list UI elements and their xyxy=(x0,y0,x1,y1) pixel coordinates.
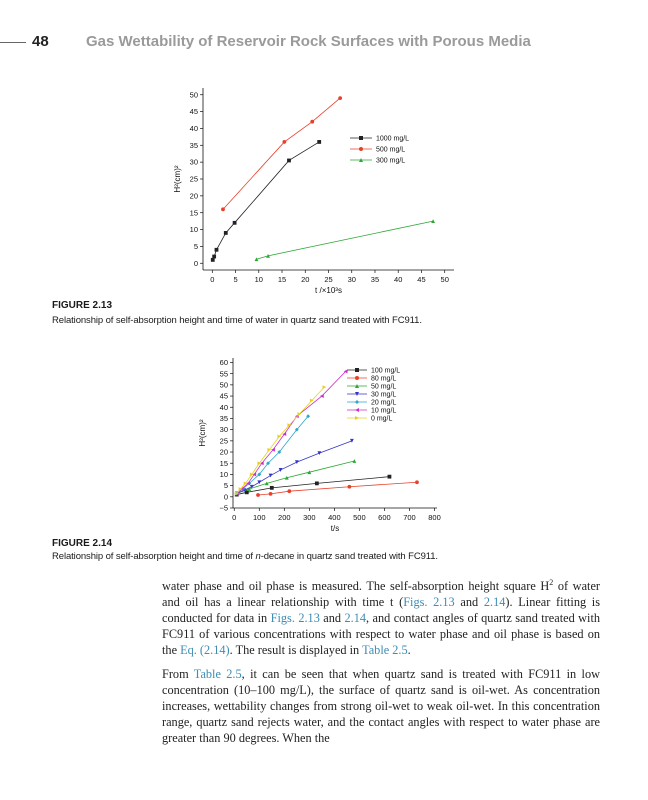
y-tick-label: 0 xyxy=(193,258,198,268)
data-point xyxy=(317,451,321,455)
x-tick-label: 300 xyxy=(303,513,316,522)
legend-label: 30 mg/L xyxy=(371,391,397,399)
legend-label: 100 mg/L xyxy=(371,367,401,375)
y-tick-label: 0 xyxy=(223,492,228,502)
x-tick-label: 600 xyxy=(378,513,391,522)
text-run: and xyxy=(319,611,345,626)
y-tick-label: 35 xyxy=(189,140,198,150)
x-tick-label: 100 xyxy=(253,513,266,522)
text-run: ). Linear fitting is conducted for data in xyxy=(162,595,601,626)
legend-marker xyxy=(355,368,359,372)
y-tick-label: 15 xyxy=(189,208,198,218)
data-point xyxy=(256,493,260,497)
x-tick-label: 30 xyxy=(347,275,356,284)
series-line xyxy=(237,461,355,493)
x-tick-label: 0 xyxy=(210,275,215,284)
y-tick-label: 55 xyxy=(219,369,228,379)
series-line xyxy=(237,387,325,493)
x-tick-label: 10 xyxy=(254,275,263,284)
series-line xyxy=(237,371,346,493)
caption-text: -decane in quartz sand treated with FC911. xyxy=(260,551,438,562)
y-tick-label: 5 xyxy=(223,481,228,491)
legend-label: 500 mg/L xyxy=(376,146,406,154)
data-point xyxy=(317,140,321,144)
y-tick-label: 5 xyxy=(193,242,198,252)
legend-label: 1000 mg/L xyxy=(376,135,410,143)
table-link[interactable]: Table 2.5 xyxy=(193,667,242,682)
legend-marker xyxy=(355,400,359,404)
data-point xyxy=(388,475,392,479)
text-run: . xyxy=(407,643,411,658)
superscript: 2 xyxy=(549,578,554,587)
x-tick-label: 25 xyxy=(324,275,333,284)
x-tick-label: 0 xyxy=(232,513,237,522)
y-axis-title: H²(cm)² xyxy=(173,165,182,193)
data-point xyxy=(245,490,249,494)
data-point xyxy=(347,485,351,489)
legend-label: 0 mg/L xyxy=(371,415,393,423)
text-run: and xyxy=(454,595,484,610)
paragraph-1 xyxy=(162,575,600,658)
y-tick-label: 35 xyxy=(219,414,228,424)
x-tick-label: 200 xyxy=(278,513,291,522)
data-point xyxy=(338,96,342,100)
x-tick-label: 20 xyxy=(301,275,310,284)
x-axis-title: t/s xyxy=(330,524,340,533)
data-point xyxy=(287,489,291,493)
data-point xyxy=(269,474,273,478)
y-tick-label: 40 xyxy=(219,402,228,412)
data-point xyxy=(233,221,237,225)
legend-marker xyxy=(355,408,359,412)
y-tick-label: 15 xyxy=(219,458,228,468)
y-tick-label: 30 xyxy=(189,157,198,167)
text-run: of water and oil has a linear relationship with time t ( xyxy=(162,579,600,610)
y-tick-label: 25 xyxy=(219,436,228,446)
x-tick-label: 700 xyxy=(403,513,416,522)
figure-2-14-label: FIGURE 2.14 xyxy=(52,538,113,549)
y-tick-label: 30 xyxy=(219,425,228,435)
x-tick-label: 5 xyxy=(233,275,238,284)
data-point xyxy=(315,481,319,485)
y-tick-label: 20 xyxy=(189,191,198,201)
x-tick-label: 800 xyxy=(428,513,441,522)
y-tick-label: 60 xyxy=(219,358,228,368)
text-run: , it can be seen that when quartz sand is treated with FC911 in low concentration (10–100 mg/L), the surface of quartz sand is oil-wet. As concentration increases, wettability changes from strong oil-wet to weak oil-wet. In this concentration range, quartz sand rejects water, and the contact angles with respect to water phase are greater than 90 degrees. When the xyxy=(162,667,600,746)
data-point xyxy=(322,385,326,389)
table-link[interactable]: Table 2.5 xyxy=(362,643,408,658)
legend-label: 10 mg/L xyxy=(371,407,397,415)
y-tick-label: 20 xyxy=(219,447,228,457)
text-run: . The result is displayed in xyxy=(229,643,363,658)
data-point xyxy=(224,231,228,235)
figure-link[interactable]: Figs. 2.13 xyxy=(270,611,320,626)
data-point xyxy=(415,480,419,484)
caption-italic: n xyxy=(255,551,261,562)
caption-text: Relationship of self-absorption height and time of xyxy=(52,551,256,562)
text-run: water phase and oil phase is measured. The self-absorption height square H xyxy=(162,579,550,594)
data-point xyxy=(257,480,261,484)
data-point xyxy=(270,486,274,490)
y-tick-label: 40 xyxy=(189,124,198,134)
data-point xyxy=(350,439,354,443)
y-tick-label: 10 xyxy=(219,470,228,480)
x-tick-label: 35 xyxy=(370,275,380,284)
figure-link[interactable]: 2.14 xyxy=(483,595,506,610)
data-point xyxy=(221,207,225,211)
page-number: 48 xyxy=(32,33,49,50)
figure-link[interactable]: Figs. 2.13 xyxy=(403,595,455,610)
fig-2-13-plot xyxy=(173,88,454,295)
legend-marker xyxy=(359,136,363,140)
data-point xyxy=(295,460,299,464)
legend-label: 300 mg/L xyxy=(376,157,406,165)
y-tick-label: 10 xyxy=(189,225,198,235)
x-tick-label: 50 xyxy=(440,275,449,284)
data-point xyxy=(310,120,314,124)
figure-2-13-label: FIGURE 2.13 xyxy=(52,300,113,311)
body-text xyxy=(162,575,600,754)
x-tick-label: 15 xyxy=(277,275,287,284)
fig-2-14-plot xyxy=(198,358,441,533)
data-point xyxy=(215,248,219,252)
y-tick-label: 50 xyxy=(189,90,198,100)
y-tick-label: 45 xyxy=(189,107,198,117)
figure-2-13-caption: Relationship of self-absorption height and time of water in quartz sand treated with FC911. xyxy=(52,315,422,326)
x-tick-label: 500 xyxy=(353,513,366,522)
legend-marker xyxy=(359,147,363,151)
figure-2-14-caption xyxy=(52,551,438,562)
data-point xyxy=(211,258,215,262)
data-point xyxy=(279,468,283,472)
legend-label: 20 mg/L xyxy=(371,399,397,407)
running-title: Gas Wettability of Reservoir Rock Surfaces with Porous Media xyxy=(86,33,531,50)
x-tick-label: 40 xyxy=(394,275,403,284)
series-line xyxy=(258,482,417,495)
data-point xyxy=(282,140,286,144)
y-tick-label: 45 xyxy=(219,391,228,401)
legend-marker xyxy=(355,416,359,420)
text-run: From xyxy=(162,667,194,682)
x-tick-label: 400 xyxy=(328,513,341,522)
figure-link[interactable]: 2.14 xyxy=(344,611,367,626)
data-point xyxy=(287,159,291,163)
series-line xyxy=(256,221,433,259)
y-tick-label: 50 xyxy=(219,380,228,390)
legend-label: 80 mg/L xyxy=(371,375,397,383)
legend-label: 50 mg/L xyxy=(371,383,397,391)
paragraph-2 xyxy=(162,666,600,746)
legend-marker xyxy=(355,376,359,380)
x-axis-title: t /×10³s xyxy=(315,286,342,295)
equation-link[interactable]: Eq. (2.14) xyxy=(180,643,230,658)
y-axis-title: H²(cm)² xyxy=(198,419,207,447)
series-line xyxy=(213,142,319,260)
x-tick-label: 45 xyxy=(417,275,426,284)
y-tick-label: −5 xyxy=(219,503,228,513)
data-point xyxy=(269,492,273,496)
series-line xyxy=(223,98,340,209)
text-run: , and contact angles of quartz sand treated with FC911 of various concentrations with respect to water phase and oil phase is based on the xyxy=(162,611,601,658)
data-point xyxy=(212,255,216,259)
y-tick-label: 25 xyxy=(189,174,198,184)
